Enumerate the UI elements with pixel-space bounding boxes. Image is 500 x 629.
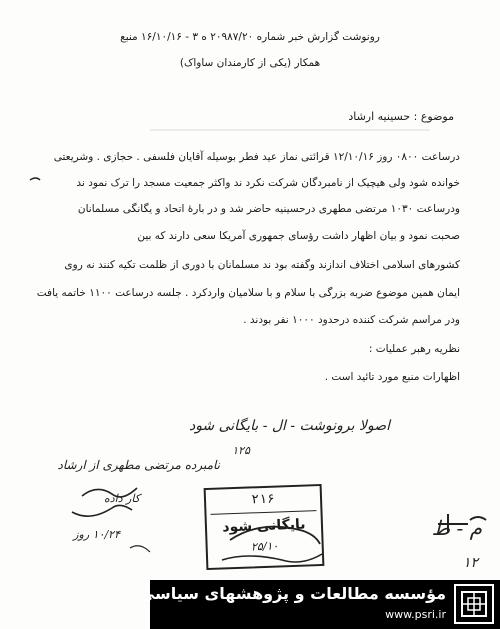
body-line-2: خوانده شود ولی هیچیک از نامبردگان شرکت نکرد ند واکثر جمعیت مسجد را ترک نمود ند	[76, 177, 460, 189]
stamp-label: بایگانی شود	[222, 516, 306, 536]
body-line-3: ودرساعت ۱۰۳۰ مرتضی مطهری درحسینیه حاضر شد و در بارۀ اتحاد و یگانگی مسلمانان	[77, 203, 460, 215]
stamp-date: ۲۵/۱۰	[250, 539, 279, 554]
corner-number: ۱۲	[462, 555, 478, 571]
body-line-6: ایمان همین موضوع ضربه بزرگی با سلام و با سلامیان واردکرد . جلسه درساعت ۱۱۰۰ خاتمه یافت	[36, 287, 460, 299]
body-line-7: ودر مراسم شرکت کننده درحدود ۱۰۰۰ نفر بودند .	[243, 314, 460, 326]
report-header: رونوشت گزارش خبر شماره ۲۰۹۸۷/۲۰ ه ۳ - ۱۶/۱۰/۱۶ منبع	[120, 31, 380, 43]
handwritten-date: ۱۰/۲۴ روز	[73, 528, 120, 541]
stamp-number: ۲۱۶	[251, 491, 276, 508]
report-subject: موضوع : حسینیه ارشاد	[348, 110, 454, 123]
archive-stamp	[204, 484, 325, 570]
handwritten-number: ۱۲۵	[232, 444, 250, 457]
report-source: همکار (یکی از کارمندان ساواک)	[179, 57, 321, 69]
source-confirmation: اظهارات منبع مورد تائید است .	[324, 371, 460, 383]
psri-logo-icon	[454, 584, 494, 624]
body-line-5: کشورهای اسلامی اختلاف اندازند وگفته بود ند مسلمانان با دوری از ظلمت تکیه کنند نه روی	[64, 259, 460, 271]
handwritten-note-middle: نامبرده مرتضی مطهری از ارشاد	[57, 458, 220, 472]
handwritten-note-top: اصولا برونوشت - ال - بایگانی شود	[188, 418, 390, 434]
body-line-4: صحبت نمود و بیان اظهار داشت رؤسای جمهوری آمریکا سعی دارند که بین	[137, 230, 460, 242]
handwritten-note-small: کار داده	[103, 492, 140, 505]
corner-mark: م - ط	[431, 516, 482, 540]
institute-footer	[138, 580, 500, 629]
analysis-heading: نظریه رهبر عملیات :	[368, 343, 460, 355]
body-line-1: درساعت ۰۸۰۰ روز ۱۲/۱۰/۱۶ قرائتی نماز عید فطر بوسیله آقایان فلسفی . حجازی . وشریعتی	[53, 151, 460, 163]
institute-name: مؤسسه مطالعات و پژوهشهای سیاسی	[138, 584, 446, 603]
institute-url[interactable]: www.psri.ir	[385, 608, 446, 621]
stamp-divider	[211, 510, 317, 515]
